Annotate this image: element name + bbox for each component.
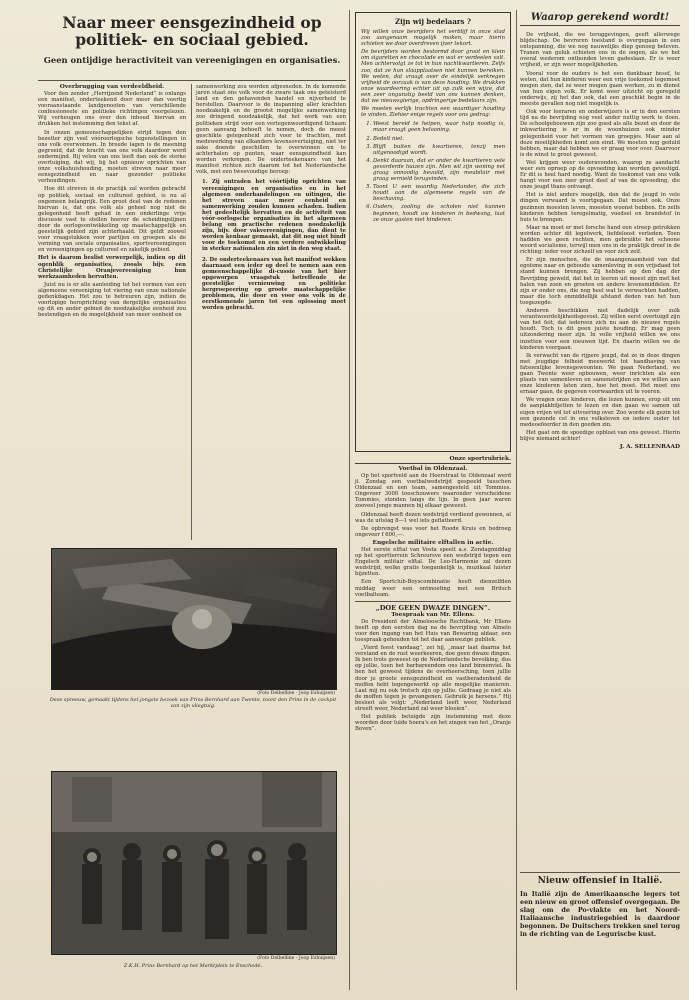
article-column-2 xyxy=(196,84,346,313)
paragraph: Ik verwacht van de rijpere jeugd, dat ze in deze dingen met jeugdige felheid meewerkt tot handhaving van fatsoenlijke levensgewoonten. We gaan Nederland, we gaan Twente weer opbouwen, weer inrichten als een plaats van samenleven en samenstrijden en we willen aan onze kinderen laten zien, hoe het moet. Het moet ons ernaar gaan, de gegeven voorwaarden uit te voeren. xyxy=(520,352,680,396)
rules-list xyxy=(361,121,505,222)
paragraph: De opbrengst was voor het Roode Kruis en bedroeg ongeveer f 600,—. xyxy=(355,525,511,538)
paragraph: Anderen beschikken niet dadelijk over zulk verantwoordelijkheidsgevoel. Zij willen eerst overtuigd zijn van het feit, dat iedereen zich nu aan de nieuwe regels houdt. Toch is dit geen juiste houding. Er mag geen uitzondering meer zijn. In volle vrijheid willen we ons inzetten voor een nieuwen tijd. En daarin willen we de kinderen voorgaan. xyxy=(520,308,680,351)
sport-title: Voetbal in Oldenzaal. xyxy=(398,466,468,472)
paragraph: Maar na moet er met forsche hand een streep getrokken worden achter dit legelwerk, liefdeloost verleden. Toen hadden we geen rechten, men gebruikte het schoone woord socialisme, terwijl men ons in de praktijk dreef in de richting: ieder voor zichzelf en voor zich zelf. xyxy=(520,224,680,256)
bold-paragraph: Het is daarom beslist verwerpelijk, indien op dit ogenblik organisaties, zooals bijv. een Christelijke Oranjevereeniging hun werkzaamheden hervatten. xyxy=(38,255,186,280)
numbered-item: 1. Zij ontraden het vóórtijdig oprichten van vereenigingen en organisaties en in het algemeen onderhandelingen en uitingen, die het streven naar meer eenheid en samenwerking zouden kunnen schaden. Indien het gedeeltelijk hervatten en de activiteit van vóór-oorlogsche organisaties in het algemeen belang om practische redenen noodzakelijk zijn, bijv. door vakvereenigingen, dan dient te worden kenbaar gemaakt, dat dit nog niet bindt voor de toekomst en een verdere ontwikkeling in sterker nationalen zin niet in den weg staat. xyxy=(202,179,346,253)
right-article xyxy=(520,32,680,450)
paragraph: Juist nu is er alle aanleiding tot het vormen van een algemeene vereeniging tot viering van onze nationale gedenkdagen. Het zou te betreuren zijn, indien de voorlopige heroprichting van dergelijke organisaties op dit en ander gebied de noodzakelijke eenheid zou bestendigen en de mogelijkheid van meer eenheid en xyxy=(38,281,186,319)
offensief-title: Nieuw offensief in Italië. xyxy=(537,876,663,886)
paragraph: Vooral voor de ouders is het een dankbaar besef, te weten, dat hun kinderen weer een vrije toekomst tegemoet mogen zien, dat ze weer mogen gaan werken, zu in dienst van hun eigen volk. Er komt weer uitzicht op geregeld onderwijs, zij het dan ook, dat een geschikt begin in de meeste gevallen nog niet mogelijk is. xyxy=(520,70,680,108)
photo-caption: Deze spreeuw, gemaakt tijdens het jongste bezoek van Prins Bernhard aan Twente, toont den Prins in de cockpit van zijn vliegtuig. xyxy=(49,697,337,709)
paragraph: Hoe dit streven in de practijk zal worden gebracht op politiek, sociaal en cultureel gebied, is nu al ongemeen belangrijk. Een groot deel van de redenen hiervan is, dat ons volk als geheel nog niet de gelegenheid heeft gehad in een onderlinge vrije discussie vast te stellen hoever de scheidingslijnen door de oorlogsontwikkeling op maatschappelijk en geestelijk gebied zijn achterhaald. Dit geldt zoowel voor vraagstukken voor partijen en groepen als de vorming van sociale organisaties, sportvereenigingen en vereenigingen op cultureel en zakelijk gebied. xyxy=(38,186,186,254)
bedelaars-box xyxy=(355,12,511,452)
rule-item: 1. Weest bereid te helpen, waar hulp noodig is, maar vraagt geen belooning. xyxy=(373,121,505,133)
right-title: Waarop gerekend wordt! xyxy=(520,12,680,26)
paragraph: samenwerking zou worden afgesneden. In de komende jaren staat ons volk voor de zware taak ons geteisterd land en den gehavenden handel en nijverheid te herstellen. Daarvoor is de inspanning aller krachten noodzakelijk en de grootst mogelijke samenwerking zoo dringend noodzakelijk, dat het werk van een politieken strijd voor een vertegenwoordigend lichaam geen aanvang behoeft te nemen, doch de meest geschikte gelegenheid zich voor te trachten, met medewerking van elkanders levensovertuiging, niet ter zake doende geschillen te overwinnen en te achterhalen op punten, waar eensgezindheid kan worden verkregen. De onderteekenaars van het manifest richten zich daarom tot het Nederlandsche volk, met een tweevoudige beroep: xyxy=(196,84,346,176)
rule-item: 5. Toont U een waardig Nederlander, die zich houdt aan de algemeene regels van de beschaving. xyxy=(373,184,505,202)
box-paragraph: We moeten eerlijk trachten een waardiger houding te vinden. Ziehier enige regels voor ons gedrag: xyxy=(361,106,505,119)
paragraph: De President der Almeloosche Rechtbank, Mr Ellens heeft op den eersten dag na de bevrijding van Almelo voor den ingang van het Huis van Bewaring aldaar, een toespraak gehouden tot het daar aanwezige publiek. xyxy=(355,618,511,643)
paragraph: Het is niet anders mogelijk, dan dat de jeugd in vele dingen verwaard is voortgegaan. Dat moest ook. Onze gezinnen moesten leven, moesten woonst hebben. En zelfs kinderen hebben teregelmatig, voedsel en brandstof in huis te brengen. xyxy=(520,192,680,223)
sub-headline: Geen ontijdige heractiviteit van vereenigingen en organisaties. xyxy=(43,55,341,65)
paragraph: Het publiek betuigde zijn instemming met deze woorden door luide hoera's en het zingen van het „Oranje Boven”. xyxy=(355,714,512,733)
headline-rule xyxy=(38,80,346,81)
article-rule xyxy=(355,601,511,602)
article-column-1 xyxy=(38,84,186,320)
section-divider xyxy=(516,10,517,990)
main-headline: Naar meer eensgezindheid op politiek- en sociaal gebied. xyxy=(62,13,322,49)
signature: J. A. SELLENRAAD xyxy=(619,444,680,450)
photo-credit: (Foto Delbelline - Joop Eshuijsen) xyxy=(257,956,335,961)
offensief-box xyxy=(520,872,680,938)
rule-item: 6. Ouders, zooling de scholen niet kunnen beginnen, houdt uw kinderen in bedwang, laat ze onze gasten niet hinderen. xyxy=(373,204,505,222)
photo-market-square xyxy=(51,771,337,955)
paragraph: Voor den zender „Herrijzend Nederland” is onlangs een manifest, onderteekend door meer dan veertig vooraanstaande landgenooten van verschillende confessioneele en politieke richtingen voorgelezen. Wij verheugen ons over den inhoud hiervan en drukken het instemming den tekst af. xyxy=(38,91,186,128)
paragraph: Er zijn menschen, die de onaangenaamheid van dat egoïsme naar en geboude samenleving in een vrijsdaad tot stand kunnen brengen. Zij hebben op den dag der Bevrijding geweld, dat het in leeren uit moest zijn met het halen van zoen en groeten en andere levensmiddelen. Er zijn er onder ons, die nog heel wat te verwachten hadden, maar die toch onmiddellijk afstand deden van het hun toegezegde. xyxy=(520,257,680,306)
subhead-overbrugging: Overbrugging van verdeeldheid. xyxy=(59,84,165,90)
rule-item: 4. Denkt daaraan, dat er onder de kwartieren vele gevorderde huizen zijn. Men wil zijn woning net graag onnoodig bevuild, zijn meubilair met graag vernield terugvinden. xyxy=(373,158,505,182)
sport-column xyxy=(355,456,511,734)
article-rule xyxy=(520,872,680,873)
box-intro: Wij willen onze bevrijders het verblijf in onze stad zoo aangenaam mogelijk maken, maar hierin schieten we door overdreven ijver tekort. xyxy=(361,29,505,48)
photo-prince-cockpit xyxy=(51,548,337,690)
paragraph: We vragen onze kinderen, die lezen kunnen, erop uit om de aanplakbiljetten te lezen en dan gaan we samen uit eigen vrijen wil tot uitvoering over. Zoo worde elk gezin tot een gezonde cel in ons volksleven en iedere ouder tot medeoefeerder in den goeden zin. xyxy=(520,397,680,428)
offensief-text: In Italië zijn de Amerikaansche legers tot een nieuw en groot offensief overgegaan. De slag om de Po-vlakte en het Noord-Italiaansche industriegebied is daardoor begonnen. De Duitschers trekken snel terug in de richting van de Leguriscbe kust. xyxy=(520,890,680,938)
paragraph: Het eerste elftal van Vosta speelt a.s. Zondagmiddag op het sportterrein Schreursve een wedstrijd tegen een Engelsch militair elftal. De Leo-Harmonie zal dezen wedstrijd, welke gratis toegankelijk is, muzikaal luister bijzetten. xyxy=(355,546,511,578)
paragraph: „Vierd feest vandaag”, zei hij, „maar laat daarna het verstand en de rust weerkeeren, doe geen dwaze dingen. Ik ben trots geweest op de Nederlandsche bevolking, dus op jullie, toen het barbareendom ons land binnenviel. Ik ben het geweest tijdens de overheersching, toen jullie door je groote eensgezindheid en vastberadenheid de moffen hebt tegengewerkt op alle mogelijke manieren. Laat mij nu ook trotsch zijn op jullie. Gedraag je niet als de moffen tegen je gevangenen. Gebruik je hersens.” Hij besloot als volgt: „Nederland leeft weer, Nederland streeft weer, Nederland zal weer bloeien”. xyxy=(355,645,511,712)
paragraph: Een Sportclub-Boyscombinatie heeft dienzelfden middag weer een ontmoeting met een Britsch voetbalteam. xyxy=(355,579,511,598)
numbered-item: 2. De onderteekenaars van het manifest wekken daarnaast een ieder op deel te nemen aan een gemeenschappelijke di-cussie van het hier opgeworpen vraagstuk betreffende de geestelijke vernieuwing en politieke hergroepeering op groote maatschappelijke problemen, die door en voor ons volk in de eerstkomende jaren tot een oplossing moet worden gebracht. xyxy=(202,256,346,312)
paragraph: Het gaat om de spoedige opbloei van ons gewest. Hierin blijve niemand achter! xyxy=(520,429,680,442)
sport-subtitle: Engelsche militaire elftallen in actie. xyxy=(372,539,494,546)
market-photo-image xyxy=(52,772,336,954)
box-title: Zijn wij bedelaars ? xyxy=(394,17,472,26)
paragraph: In onzen gemeenschappelijken strijd tegen den bezetter zijn veel vóóroorlogsche tegenstellingen in ons volk overwonnen. In breede lagen is de meening gegroeid, dat de kracht van ons volk daardoor werd ondermijnd. Bij velen van ons leeft dan ook de sterke overtuiging, dat wij, bij het opnieuw oprichten van onze volkshuishouding, moeten streven naar meer eensgezindheid en naar gezonder politieke verhoudingen. xyxy=(38,129,186,185)
box-paragraph: De bevrijders worden bestormd door groot en klein om sigaretten en chocolade en wat er verdeelen valt. Men achtervolgt ze tot in hun nachtkwartieren. Zelfs zoo, dat ze hun slaapplaatsen niet kunnen bereiken. We weten, dat vraagt over de eindelijk verkregen vrijheid de oorzaak is van deze houding. We drukken onze waardeering echter uit op zulk een wijze, dat een zeer ongunstig beeld van ons kunnen denken, dat we nieuwsgierige, opdringerige bedelaars zijn. xyxy=(361,49,505,105)
rule-item: 2. Bedelt niet. xyxy=(373,136,505,142)
sport-header: Onze sportrubriek. xyxy=(355,456,511,464)
paragraph: Ook voor leeraren en onderwijzers is er in den eersten tijd na de bevrijding nog veel ander nuttig werk te doen. De schoolgebouwen zijn zoo goed als alle bezet en door de inkwartiering is er in de woonhuizen ook minder gelegenheid voor het vormen van groepjes. Maar aan al deze moeilijkheden komt een eind. We moeten nog geduld hebben, maar dat hebben we er graag voor over. Daarvoor is de winst te groot geweest. xyxy=(520,109,680,158)
dwaze-title: „DOE GEEN DWAZE DINGEN”. xyxy=(375,603,491,612)
photo-caption: Z.K.H. Prins Bernhard op het Marktplein te Enschedé. xyxy=(123,963,263,969)
paragraph: Oldenzaal heeft dezen wedstrijd verdiend gewonnen, al was de uitslag 8—1 wel iets geflatteerd. xyxy=(355,511,511,524)
column-divider xyxy=(191,84,192,540)
toespraak-title: Toespraak van Mr. Ellens. xyxy=(391,611,475,618)
paragraph: De vrijheid, die we teruggevingen, geeft allerwege blijdschap. De bevroren toestand is overgegaan in een ontspanning, die we nog nauwelijks diep genoeg beleven. Tranen van geluk schieten ons in de oogen, als we het overal wederom ontbonden leven gadeslaan. Er is weer vrijheid, er zijn weer mogelijkheden. xyxy=(520,32,680,69)
rule-item: 3. Blijft buiten de kwartieren, tenzij men uitgenoodigd wordt. xyxy=(373,144,505,156)
section-divider xyxy=(349,10,350,990)
paragraph: Op het sportveld aan de Heerstraat te Oldenzaal werd jl. Zondag een voetbalwedstrijd gespeeld tusschen Oldenzaal en een team, samengesteld uit Tommies. Ongeveer 3000 toeschouwers waaronder verscheidene Tommies, stonden langs de lijn. In geen jaar waren zooveel jonge mannen bij elkaar geweest. xyxy=(355,473,511,510)
cockpit-photo-image xyxy=(52,549,336,689)
photo-credit: (Foto Delbelline - Joop Eshuijsen) xyxy=(257,691,335,696)
paragraph: Wel krijgen weer ouderavonden, waarop ze aandacht weer een oproep op de opvoeding kan worden gevestigd. Er dit is heel hard noodig. Want de toekomst van ons volk hangt voor een zeer groot deel af van de opvoeding, die onze jeugd thans ontvangt. xyxy=(520,159,680,191)
